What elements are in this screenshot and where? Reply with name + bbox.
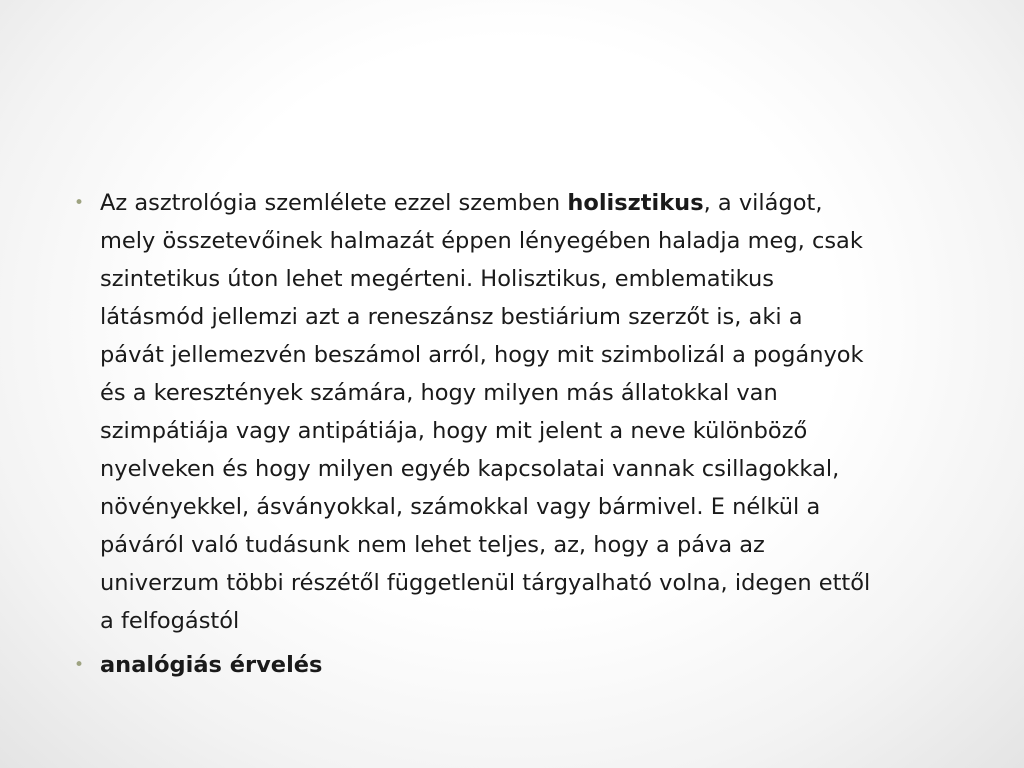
bullet-text-after: , a világot, mely összetevőinek halmazát éppen lényegében haladja meg, csak szintetikus úton lehet megérteni. Holisztikus, emblematikus látásmód jellemzi azt a reneszánsz bestiárium szerzőt is, aki a pávát jellemezvén beszámol arról, hogy mit szimbolizál a pogányok és a keresztények számára, hogy milyen más állatokkal van szimpátiája vagy antipátiája, hogy mit jelent a neve különböző nyelveken és hogy milyen egyéb kapcsolatai vannak csillagokkal, növényekkel, ásványokkal, számokkal vagy bármivel. E nélkül a páváról való tudásunk nem lehet teljes, az, hogy a páva az univerzum többi részétől függetlenül tárgyalható volna, idegen ettől a felfogástól bbox=[100, 190, 871, 634]
bullet-bold-term: analógiás érvelés bbox=[100, 652, 323, 678]
bullet-item-analogias bbox=[72, 646, 872, 684]
bullet-bold-term: holisztikus bbox=[567, 190, 704, 216]
bullet-item-holisztikus bbox=[72, 184, 872, 640]
slide-content bbox=[72, 184, 872, 690]
bullet-marker-icon: • bbox=[74, 193, 85, 213]
bullet-marker-icon: • bbox=[74, 655, 85, 675]
bullet-list bbox=[72, 184, 872, 684]
bullet-text-before: Az asztrológia szemlélete ezzel szemben bbox=[100, 190, 568, 216]
